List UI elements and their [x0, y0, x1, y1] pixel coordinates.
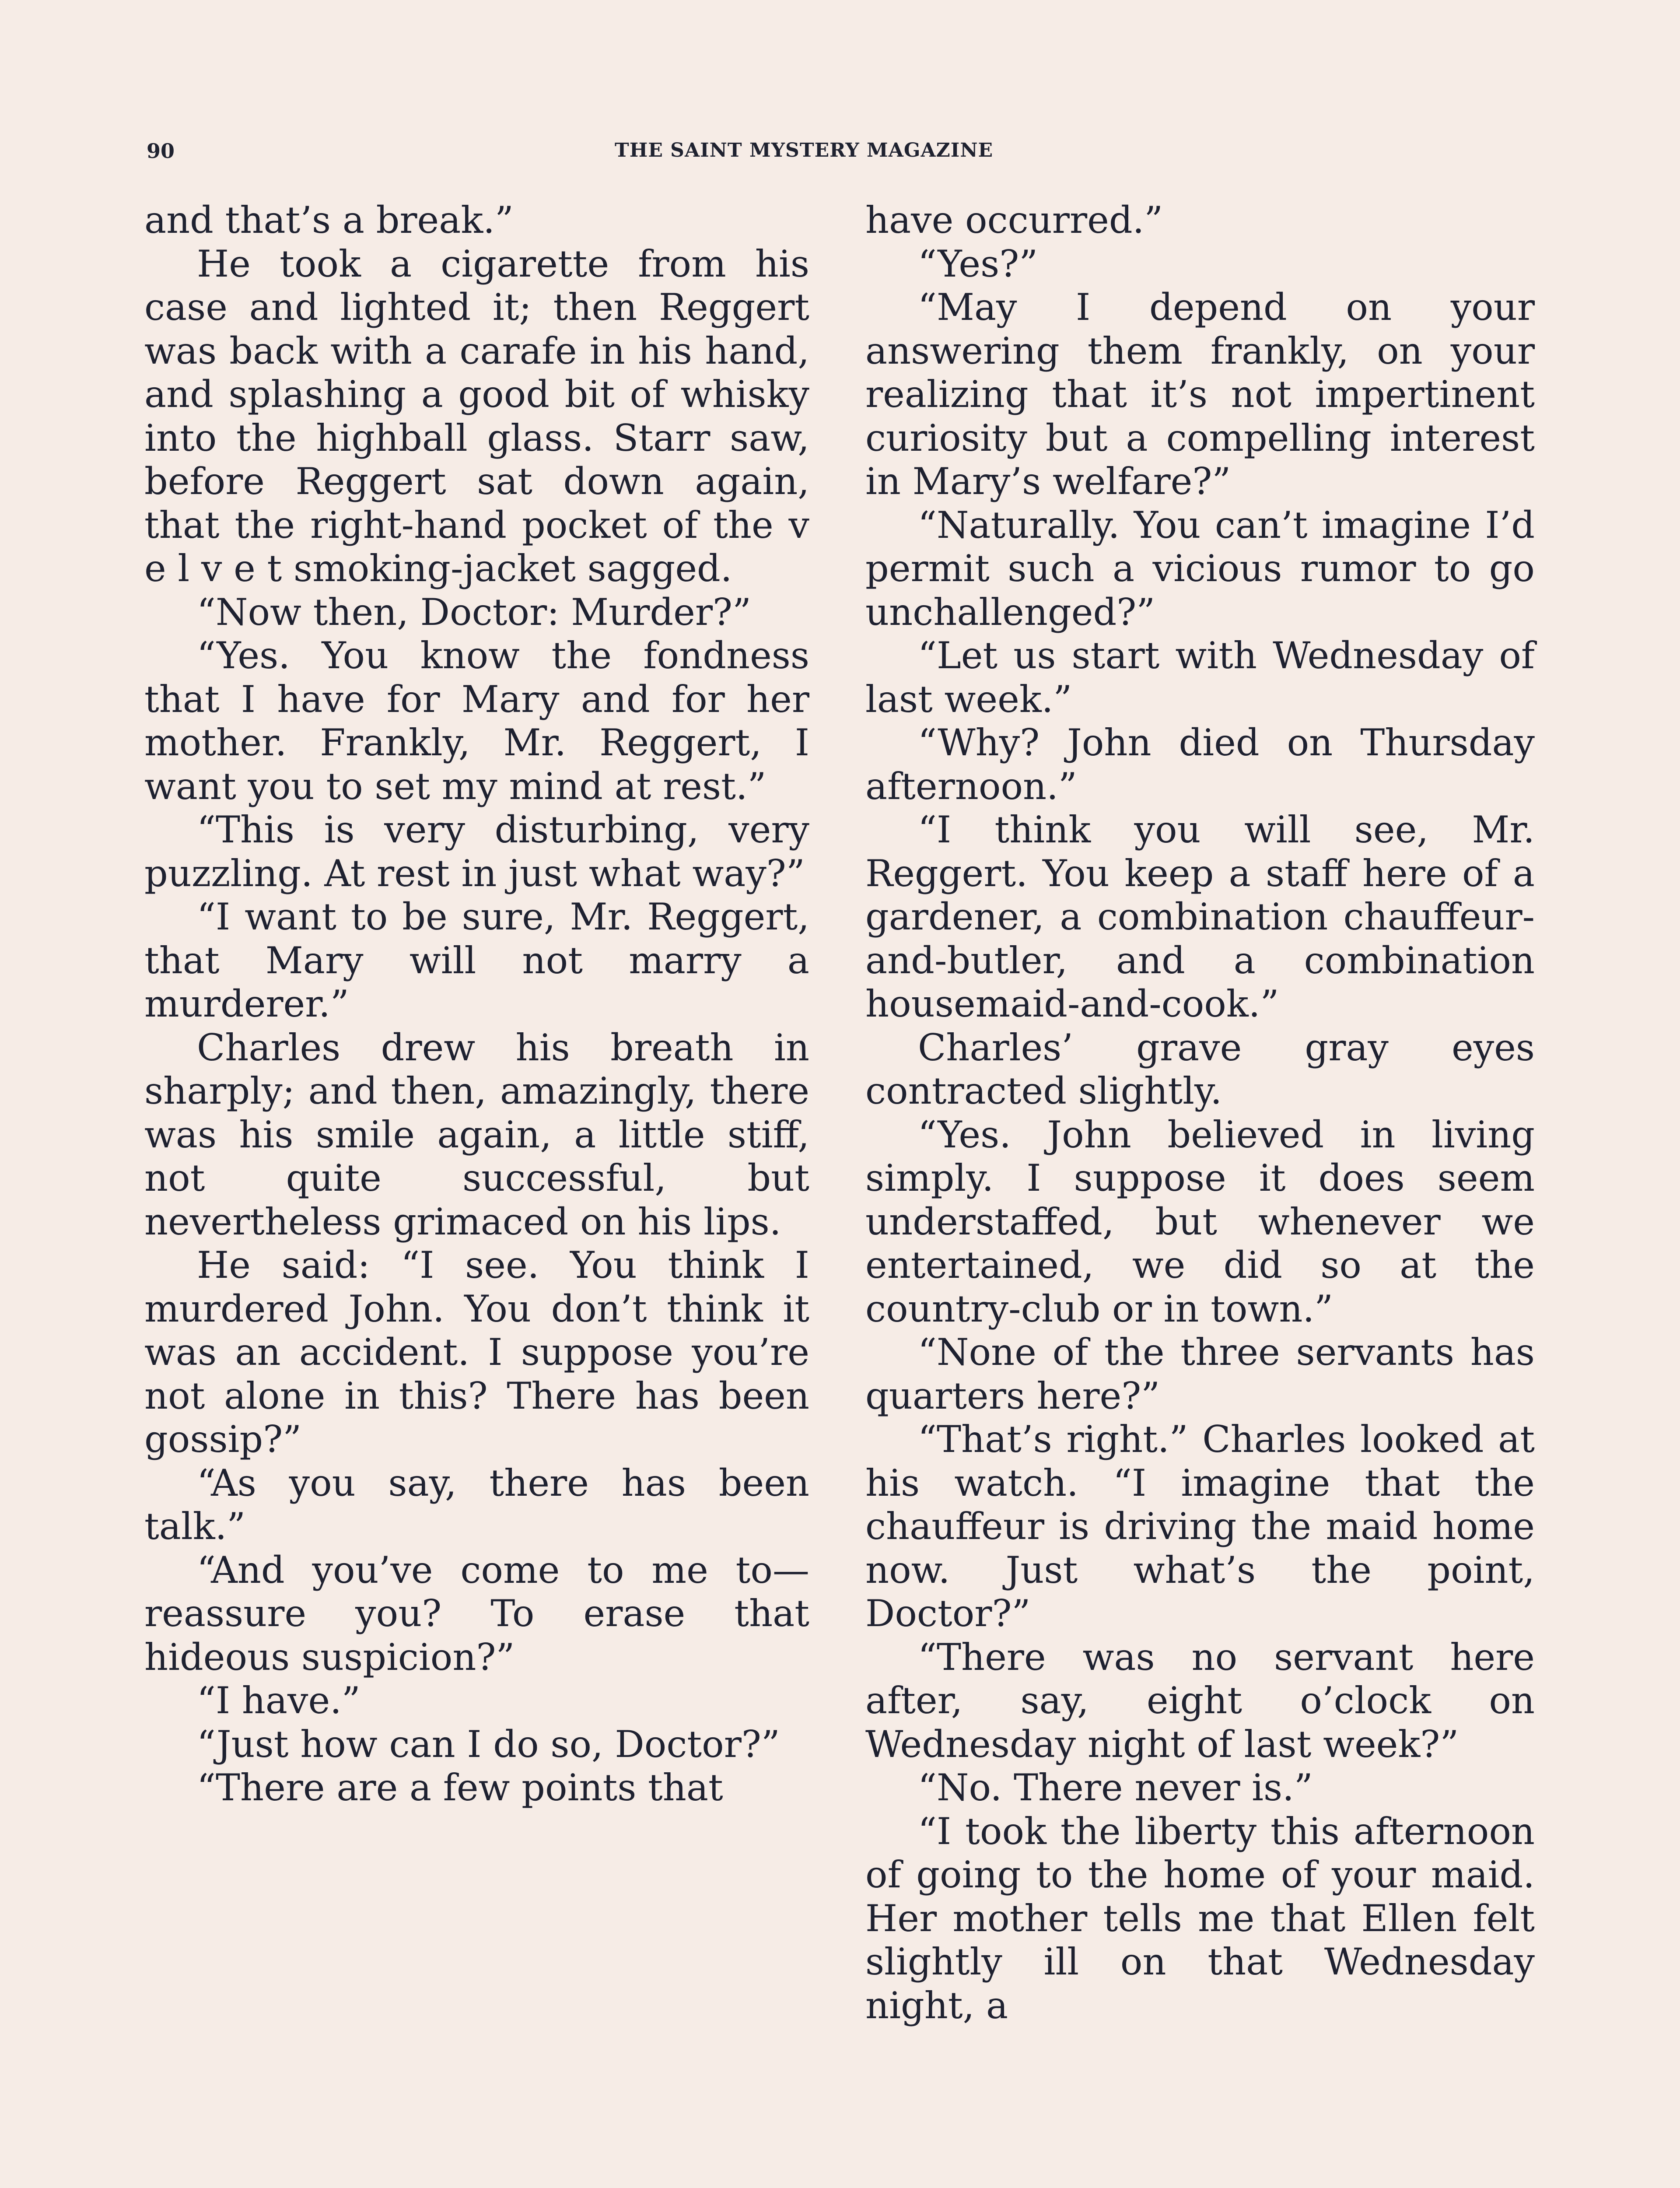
paragraph: have occurred.”: [865, 199, 1163, 242]
paragraph: “I have.”: [197, 1679, 360, 1722]
paragraph: “I think you will see, Mr. Reggert. You keep a staff here of a gardener, a combination chauffeur-and-butler, and a combination housemaid-and-cook.”: [865, 808, 1535, 1025]
page-header: [147, 139, 1096, 165]
left-column: [144, 199, 809, 1810]
paragraph: “There was no servant here after, say, eight o’clock on Wednesday night of last week?”: [865, 1635, 1535, 1766]
paragraph: Charles drew his breath in sharply; and then, amazingly, there was his smile again, a little stiff, not quite successful, but nevertheless grimaced on his lips.: [144, 1026, 809, 1243]
paragraph: “There are a few points that: [197, 1766, 723, 1809]
paragraph: “No. There never is.”: [918, 1766, 1313, 1809]
paragraph: “Let us start with Wednesday of last week.”: [865, 634, 1535, 721]
paragraph: and that’s a break.”: [144, 199, 514, 242]
paragraph: “And you’ve come to me to—reassure you? To erase that hideous suspicion?”: [144, 1548, 809, 1679]
paragraph: “I want to be sure, Mr. Reggert, that Mary will not marry a murderer.”: [144, 895, 809, 1025]
paragraph: “Why? John died on Thursday afternoon.”: [865, 721, 1535, 808]
paragraph: “That’s right.” Charles looked at his watch. “I imagine that the chauffeur is driving the maid home now. Just what’s the point, Doctor?”: [865, 1418, 1535, 1635]
paragraph: “Just how can I do so, Doctor?”: [197, 1722, 780, 1766]
paragraph: “I took the liberty this afternoon of going to the home of your maid. Her mother tells me that Ellen felt slightly ill on that Wednesday night, a: [865, 1809, 1535, 2027]
paragraph: “Now then, Doctor: Murder?”: [197, 590, 752, 634]
paragraph: He said: “I see. You think I murdered John. You don’t think it was an accident. I suppose you’re not alone in this? There has been gossip?”: [144, 1244, 809, 1461]
page-number: 90: [147, 139, 175, 163]
paragraph: He took a cigarette from his case and lighted it; then Reggert was back with a carafe in his hand, and splashing a good bit of whisky into the highball glass. Starr saw, before Reggert sat down again, that the right-hand pocket of the v e l v e t smoking-jacket sagged.: [144, 242, 809, 590]
paragraph: “Yes. You know the fondness that I have for Mary and for her mother. Frankly, Mr. Reggert, I want you to set my mind at rest.”: [144, 634, 809, 808]
right-column: [865, 199, 1535, 2027]
paragraph: “Yes. John believed in living simply. I suppose it does seem understaffed, but whenever we entertained, we did so at the country-club or in town.”: [865, 1113, 1535, 1330]
paragraph: Charles’ grave gray eyes contracted slightly.: [865, 1026, 1535, 1112]
paragraph: “As you say, there has been talk.”: [144, 1461, 809, 1548]
paragraph: “Naturally. You can’t imagine I’d permit such a vicious rumor to go unchallenged?”: [865, 503, 1535, 634]
paragraph: “None of the three servants has quarters here?”: [865, 1331, 1535, 1417]
paragraph: “Yes?”: [918, 242, 1038, 285]
running-head: THE SAINT MYSTERY MAGAZINE: [615, 139, 994, 161]
paragraph: “May I depend on your answering them frankly, on your realizing that it’s not impertinent curiosity but a compelling interest in Mary’s welfare?”: [865, 286, 1535, 503]
paragraph: “This is very disturbing, very puzzling. At rest in just what way?”: [144, 808, 809, 895]
